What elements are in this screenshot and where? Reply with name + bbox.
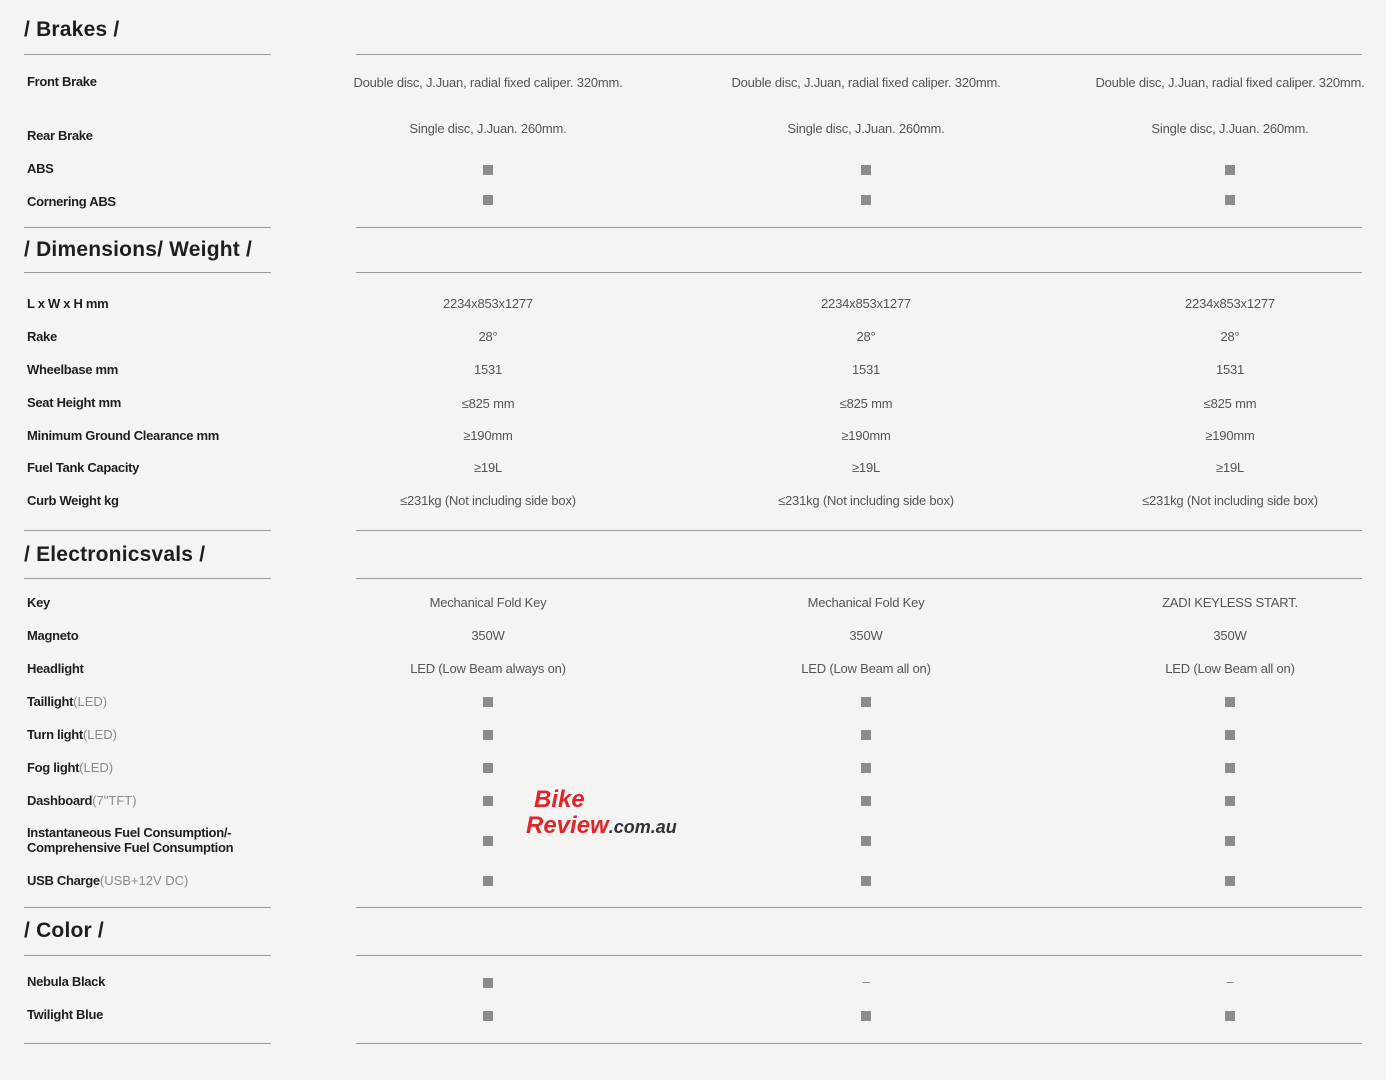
divider xyxy=(356,227,1362,228)
value-lwh-1: 2234x853x1277 xyxy=(443,296,533,311)
label-headlight: Headlight xyxy=(27,661,84,676)
bikereview-watermark-logo xyxy=(526,787,677,842)
value-ground-clearance-2: ≥190mm xyxy=(841,428,891,443)
section-title-electronics: / Electronicsvals / xyxy=(24,543,206,566)
filled-square-icon xyxy=(861,796,871,806)
label-ground-clearance: Minimum Ground Clearance mm xyxy=(27,428,219,443)
label-fog-light-sub: (LED) xyxy=(79,760,114,775)
divider xyxy=(24,54,271,55)
label-usb xyxy=(27,873,188,888)
label-fog-light xyxy=(27,760,113,775)
divider xyxy=(356,54,1362,55)
filled-square-icon xyxy=(1225,165,1235,175)
filled-square-icon xyxy=(483,836,493,846)
check-dashboard-2 xyxy=(716,795,1016,808)
value-front-brake-1: Double disc, J.Juan, radial fixed caliper. 320mm. xyxy=(353,75,623,90)
divider xyxy=(24,955,271,956)
filled-square-icon xyxy=(1225,1011,1235,1021)
value-fuel-tank-2: ≥19L xyxy=(851,460,881,475)
check-turn-light-1 xyxy=(338,729,638,742)
check-taillight-2 xyxy=(716,696,1016,709)
value-magneto-3: 350W xyxy=(1213,628,1247,643)
check-turn-light-3 xyxy=(1080,729,1380,742)
value-front-brake-2: Double disc, J.Juan, radial fixed caliper. 320mm. xyxy=(731,75,1001,90)
filled-square-icon xyxy=(1225,876,1235,886)
label-dashboard xyxy=(27,793,137,808)
divider xyxy=(24,530,271,531)
value-rear-brake-1: Single disc, J.Juan. 260mm. xyxy=(409,121,567,136)
value-wheelbase-3: 1531 xyxy=(1215,362,1245,377)
value-fuel-tank-1: ≥19L xyxy=(473,460,503,475)
value-rake-2: 28° xyxy=(856,329,876,344)
label-taillight-text: Taillight xyxy=(27,694,74,709)
label-magneto: Magneto xyxy=(27,628,79,643)
filled-square-icon xyxy=(1225,195,1235,205)
value-curb-weight-1: ≤231kg (Not including side box) xyxy=(400,493,576,508)
label-fuel-tank: Fuel Tank Capacity xyxy=(27,460,140,475)
value-rear-brake-3: Single disc, J.Juan. 260mm. xyxy=(1151,121,1309,136)
value-front-brake-3: Double disc, J.Juan, radial fixed caliper. 320mm. xyxy=(1095,75,1365,90)
label-fuel-consumption xyxy=(27,825,233,855)
label-fuel-consumption-line1: Instantaneous Fuel Consumption/- xyxy=(27,825,232,840)
filled-square-icon xyxy=(1225,763,1235,773)
check-usb-1 xyxy=(338,875,638,888)
section-title-color: / Color / xyxy=(24,919,104,942)
filled-square-icon xyxy=(861,730,871,740)
check-twilight-blue-2 xyxy=(716,1010,1016,1023)
filled-square-icon xyxy=(483,697,493,707)
check-fog-light-2 xyxy=(716,762,1016,775)
divider xyxy=(356,272,1362,273)
divider xyxy=(24,272,271,273)
label-cornering-abs: Cornering ABS xyxy=(27,194,116,209)
value-wheelbase-1: 1531 xyxy=(473,362,503,377)
filled-square-icon xyxy=(861,836,871,846)
value-key-1: Mechanical Fold Key xyxy=(429,595,547,610)
label-wheelbase: Wheelbase mm xyxy=(27,362,119,377)
label-rake: Rake xyxy=(27,329,57,344)
value-seat-height-1: ≤825 mm xyxy=(461,396,515,411)
value-headlight-3: LED (Low Beam all on) xyxy=(1165,661,1295,676)
check-turn-light-2 xyxy=(716,729,1016,742)
value-rake-1: 28° xyxy=(478,329,498,344)
filled-square-icon xyxy=(861,165,871,175)
filled-square-icon xyxy=(861,697,871,707)
filled-square-icon xyxy=(1225,836,1235,846)
label-turn-light xyxy=(27,727,117,742)
label-twilight-blue: Twilight Blue xyxy=(27,1007,104,1022)
value-seat-height-2: ≤825 mm xyxy=(839,396,893,411)
check-cornering-abs-1 xyxy=(338,194,638,207)
divider xyxy=(356,955,1362,956)
divider xyxy=(24,227,271,228)
value-wheelbase-2: 1531 xyxy=(851,362,881,377)
section-title-dimensions: / Dimensions/ Weight / xyxy=(24,238,253,261)
check-cornering-abs-2 xyxy=(716,194,1016,207)
value-nebula-black-2: – xyxy=(862,974,870,989)
divider xyxy=(356,907,1362,908)
divider xyxy=(356,1043,1362,1044)
label-fog-light-text: Fog light xyxy=(27,760,80,775)
value-seat-height-3: ≤825 mm xyxy=(1203,396,1257,411)
check-taillight-1 xyxy=(338,696,638,709)
check-nebula-black-1 xyxy=(338,977,638,990)
check-abs-1 xyxy=(338,164,638,177)
check-fog-light-1 xyxy=(338,762,638,775)
divider xyxy=(24,1043,271,1044)
value-lwh-2: 2234x853x1277 xyxy=(821,296,911,311)
filled-square-icon xyxy=(483,796,493,806)
label-dashboard-text: Dashboard xyxy=(27,793,93,808)
filled-square-icon xyxy=(483,876,493,886)
label-usb-sub: (USB+12V DC) xyxy=(99,873,189,888)
check-fuel-consumption-2 xyxy=(716,835,1016,848)
value-rear-brake-2: Single disc, J.Juan. 260mm. xyxy=(787,121,945,136)
label-dashboard-sub: (7"TFT) xyxy=(92,793,137,808)
value-key-2: Mechanical Fold Key xyxy=(807,595,925,610)
filled-square-icon xyxy=(483,978,493,988)
watermark-review: Review xyxy=(526,812,609,839)
check-fog-light-3 xyxy=(1080,762,1380,775)
value-lwh-3: 2234x853x1277 xyxy=(1185,296,1275,311)
value-nebula-black-3: – xyxy=(1226,974,1234,989)
value-ground-clearance-3: ≥190mm xyxy=(1205,428,1255,443)
value-headlight-1: LED (Low Beam always on) xyxy=(410,661,566,676)
filled-square-icon xyxy=(861,763,871,773)
check-usb-2 xyxy=(716,875,1016,888)
label-turn-light-text: Turn light xyxy=(27,727,83,742)
watermark-domain: .com.au xyxy=(608,817,677,837)
check-abs-2 xyxy=(716,164,1016,177)
filled-square-icon xyxy=(1225,796,1235,806)
value-curb-weight-2: ≤231kg (Not including side box) xyxy=(778,493,954,508)
check-abs-3 xyxy=(1080,164,1380,177)
filled-square-icon xyxy=(1225,730,1235,740)
label-taillight-sub: (LED) xyxy=(73,694,108,709)
divider xyxy=(356,530,1362,531)
filled-square-icon xyxy=(483,1011,493,1021)
check-cornering-abs-3 xyxy=(1080,194,1380,207)
check-dashboard-3 xyxy=(1080,795,1380,808)
filled-square-icon xyxy=(861,1011,871,1021)
label-fuel-consumption-line2: Comprehensive Fuel Consumption xyxy=(27,840,234,855)
label-nebula-black: Nebula Black xyxy=(27,974,106,989)
value-key-3: ZADI KEYLESS START. xyxy=(1162,595,1298,610)
filled-square-icon xyxy=(483,763,493,773)
value-magneto-1: 350W xyxy=(471,628,505,643)
value-rake-3: 28° xyxy=(1220,329,1240,344)
check-twilight-blue-3 xyxy=(1080,1010,1380,1023)
label-usb-text: USB Charge xyxy=(27,873,100,888)
filled-square-icon xyxy=(483,730,493,740)
check-twilight-blue-1 xyxy=(338,1010,638,1023)
label-rear-brake: Rear Brake xyxy=(27,128,93,143)
label-abs: ABS xyxy=(27,161,54,176)
value-curb-weight-3: ≤231kg (Not including side box) xyxy=(1142,493,1318,508)
divider xyxy=(356,578,1362,579)
label-taillight xyxy=(27,694,107,709)
filled-square-icon xyxy=(483,195,493,205)
filled-square-icon xyxy=(861,876,871,886)
check-taillight-3 xyxy=(1080,696,1380,709)
divider xyxy=(24,578,271,579)
label-front-brake: Front Brake xyxy=(27,74,97,89)
value-ground-clearance-1: ≥190mm xyxy=(463,428,513,443)
check-fuel-consumption-3 xyxy=(1080,835,1380,848)
label-seat-height: Seat Height mm xyxy=(27,395,122,410)
label-lwh: L x W x H mm xyxy=(27,296,109,311)
filled-square-icon xyxy=(861,195,871,205)
filled-square-icon xyxy=(1225,697,1235,707)
value-magneto-2: 350W xyxy=(849,628,883,643)
divider xyxy=(24,907,271,908)
section-title-brakes: / Brakes / xyxy=(24,18,120,41)
value-fuel-tank-3: ≥19L xyxy=(1215,460,1245,475)
label-turn-light-sub: (LED) xyxy=(82,727,117,742)
label-curb-weight: Curb Weight kg xyxy=(27,493,119,508)
label-key: Key xyxy=(27,595,50,610)
watermark-bike: Bike xyxy=(534,786,585,813)
filled-square-icon xyxy=(483,165,493,175)
check-usb-3 xyxy=(1080,875,1380,888)
value-headlight-2: LED (Low Beam all on) xyxy=(801,661,931,676)
